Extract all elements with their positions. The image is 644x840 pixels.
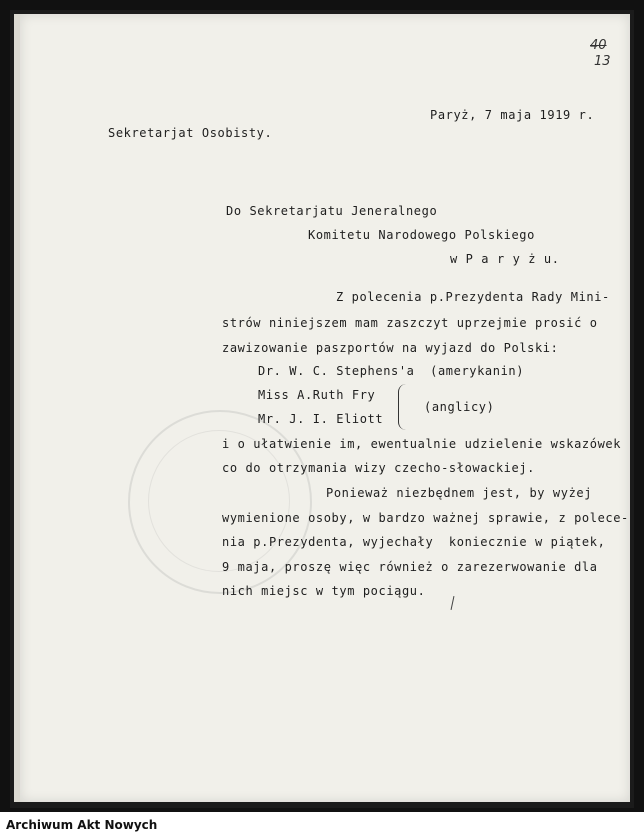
bracket	[398, 384, 407, 430]
body-line: co do otrzymania wizy czecho-słowackiej.	[222, 461, 535, 475]
body-line: i o ułatwienie im, ewentualnie udzielenie wskazówek	[222, 437, 622, 451]
recipient-line-2: Komitetu Narodowego Polskiego	[308, 228, 535, 242]
archive-page-number-struck: 40	[590, 38, 607, 53]
body-line: Mr. J. I. Eliott	[258, 412, 384, 426]
archive-label: Archiwum Akt Nowych	[6, 818, 158, 832]
body-line: nia p.Prezydenta, wyjechały koniecznie w piątek,	[222, 535, 606, 549]
body-line: Miss A.Ruth Fry	[258, 388, 376, 402]
recipient-line-1: Do Sekretarjatu Jeneralnego	[226, 204, 438, 218]
body-line: Dr. W. C. Stephens'a (amerykanin)	[258, 364, 525, 378]
sender: Sekretarjat Osobisty.	[108, 126, 273, 140]
faded-stamp-inner-ring	[148, 430, 290, 572]
archive-footer	[0, 812, 644, 840]
body-line: Z polecenia p.Prezydenta Rady Mini-	[336, 290, 610, 304]
body-line: wymienione osoby, w bardzo ważnej sprawie, z polece-	[222, 511, 629, 525]
archive-page-number: 13	[594, 54, 611, 69]
body-line: zawizowanie paszportów na wyjazd do Polski:	[222, 341, 559, 355]
body-line: nich miejsc w tym pociągu.	[222, 584, 426, 598]
body-line: 9 maja, proszę więc również o zarezerwowanie dla	[222, 560, 598, 574]
body-line: (anglicy)	[424, 400, 495, 414]
place-date: Paryż, 7 maja 1919 r.	[430, 108, 595, 122]
body-line: strów niniejszem mam zaszczyt uprzejmie prosić o	[222, 316, 598, 330]
body-line: Ponieważ niezbędnem jest, by wyżej	[326, 486, 593, 500]
recipient-line-3: w P a r y ż u.	[450, 252, 560, 266]
